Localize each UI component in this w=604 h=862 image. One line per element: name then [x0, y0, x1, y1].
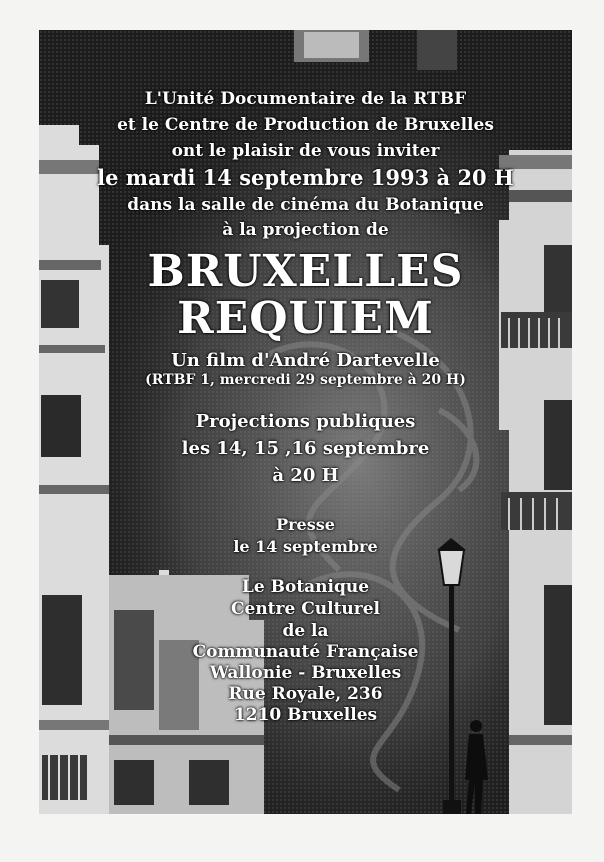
invitation-card: [39, 30, 572, 814]
public-screenings-time: à 20 H: [272, 465, 339, 486]
invitation-line-6: à la projection de: [222, 220, 389, 240]
film-title-line-1: BRUXELLES: [147, 246, 464, 297]
press-heading: Presse: [276, 515, 335, 534]
venue-line-3: de la: [282, 621, 329, 641]
film-credit: Un film d'André Dartevelle: [171, 350, 440, 371]
venue-line-2: Centre Culturel: [230, 599, 381, 619]
venue-line-1: Le Botanique: [241, 577, 370, 597]
venue-line-4: Communauté Française: [192, 642, 419, 662]
invitation-line-2: et le Centre de Production de Bruxelles: [117, 115, 494, 135]
film-title-line-2: REQUIEM: [177, 293, 434, 344]
public-screenings-heading: Projections publiques: [195, 411, 416, 432]
press-date: le 14 septembre: [233, 537, 378, 556]
invitation-line-5: dans la salle de cinéma du Botanique: [127, 195, 484, 215]
venue-address: Rue Royale, 236: [228, 684, 383, 704]
invitation-text: [39, 30, 572, 814]
invitation-date: le mardi 14 septembre 1993 à 20 H: [97, 165, 514, 190]
invitation-line-1: L'Unité Documentaire de la RTBF: [144, 89, 467, 109]
venue-line-5: Wallonie - Bruxelles: [209, 663, 402, 683]
public-screenings-dates: les 14, 15 ,16 septembre: [181, 438, 430, 459]
film-broadcast: (RTBF 1, mercredi 29 septembre à 20 H): [145, 372, 466, 388]
venue-postcode-city: 1210 Bruxelles: [233, 705, 378, 725]
invitation-line-3: ont le plaisir de vous inviter: [171, 141, 440, 161]
